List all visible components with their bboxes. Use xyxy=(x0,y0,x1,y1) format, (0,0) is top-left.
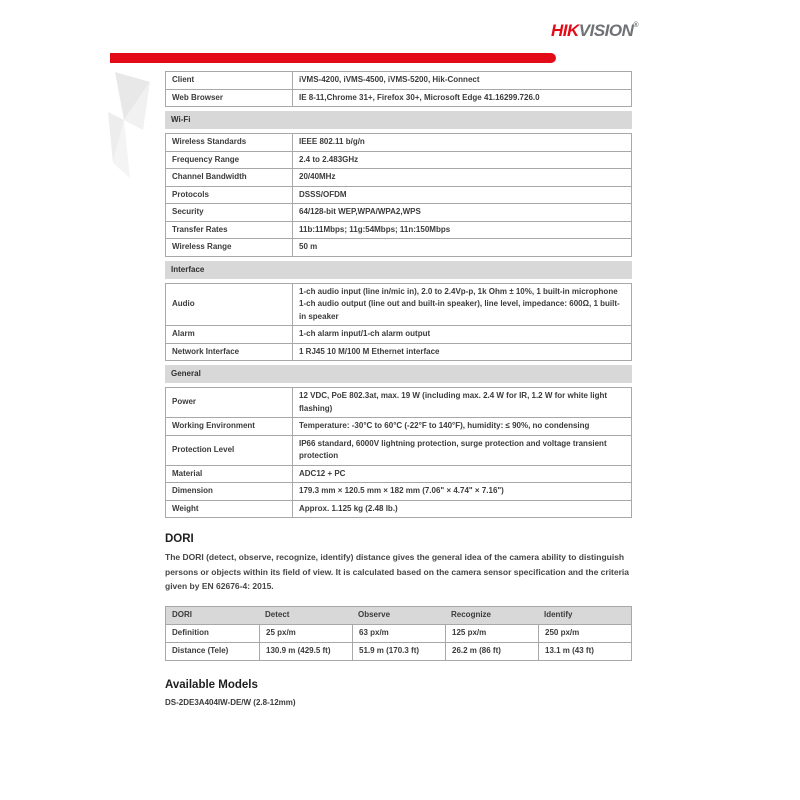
spec-group-client xyxy=(165,71,632,107)
spec-label: Dimension xyxy=(166,483,293,500)
dori-cell: 26.2 m (86 ft) xyxy=(445,643,538,660)
table-row xyxy=(166,284,631,326)
dori-cell: 63 px/m xyxy=(352,625,445,642)
dori-row-label: Distance (Tele) xyxy=(172,646,229,655)
spec-label: Audio xyxy=(166,284,293,326)
dori-cell: 250 px/m xyxy=(538,625,631,642)
spec-value: IP66 standard, 6000V lightning protection, surge protection and voltage transient protection xyxy=(299,438,607,460)
table-row xyxy=(166,134,631,151)
dori-header-cell: DORI xyxy=(172,610,192,619)
spec-label: Transfer Rates xyxy=(166,222,293,239)
table-row xyxy=(166,151,631,169)
table-row xyxy=(166,500,631,518)
table-row xyxy=(166,482,631,500)
spec-value: 50 m xyxy=(299,242,318,251)
model-number: DS-2DE3A404IW-DE/W (2.8-12mm) xyxy=(165,697,296,707)
logo-vision-text: VISION xyxy=(578,21,634,40)
table-row xyxy=(166,435,631,465)
spec-label: Power xyxy=(166,388,293,417)
spec-value: 1 RJ45 10 M/100 M Ethernet interface xyxy=(299,346,440,356)
spec-label: Wireless Standards xyxy=(166,134,293,151)
spec-label: Wireless Range xyxy=(166,239,293,256)
spec-value: 20/40MHz xyxy=(299,172,336,181)
dori-cell: 25 px/m xyxy=(259,625,352,642)
spec-value: 11b:11Mbps; 11g:54Mbps; 11n:150Mbps xyxy=(299,224,451,234)
section-header-general: General xyxy=(165,365,632,383)
spec-value: DSSS/OFDM xyxy=(299,189,347,199)
spec-value: IEEE 802.11 b/g/n xyxy=(299,137,365,146)
spec-label: Client xyxy=(166,72,293,89)
dori-header-row xyxy=(166,607,631,624)
dori-cell: 130.9 m (429.5 ft) xyxy=(259,643,352,660)
spec-label: Network Interface xyxy=(166,344,293,361)
dori-table xyxy=(165,606,632,661)
logo-hik-text: HIK xyxy=(551,21,579,40)
spec-label: Web Browser xyxy=(166,90,293,107)
table-row xyxy=(166,203,631,221)
spec-content xyxy=(165,71,632,707)
table-row xyxy=(166,72,631,89)
section-header-wifi: Wi-Fi xyxy=(165,111,632,129)
table-row xyxy=(166,343,631,361)
spec-value xyxy=(293,284,631,326)
available-models-title: Available Models xyxy=(165,678,258,691)
spec-value: 2.4 to 2.483GHz xyxy=(299,154,359,164)
table-row xyxy=(166,221,631,239)
hikvision-logo xyxy=(551,21,638,41)
table-row xyxy=(166,168,631,186)
table-row xyxy=(166,465,631,483)
dori-definition-row xyxy=(166,624,631,642)
spec-label: Protocols xyxy=(166,187,293,204)
dori-row-label: Definition xyxy=(172,628,209,637)
spec-label: Frequency Range xyxy=(166,152,293,169)
spec-value: 64/128-bit WEP,WPA/WPA2,WPS xyxy=(299,207,421,216)
dori-description: The DORI (detect, observe, recognize, identify) distance gives the general idea of the camera ability to distinguish persons or objects within its field of view. It is calculated based on the camera sensor specification and the criteria given by EN 62676-4: 2015. xyxy=(165,552,630,591)
dori-cell: 13.1 m (43 ft) xyxy=(538,643,631,660)
dori-cell: 51.9 m (170.3 ft) xyxy=(352,643,445,660)
spec-value: ADC12 + PC xyxy=(299,468,346,478)
spec-group-interface xyxy=(165,283,632,362)
table-row xyxy=(166,89,631,107)
dori-header-cell: Recognize xyxy=(451,610,492,619)
dori-header-cell: Identify xyxy=(544,610,573,619)
section-header-interface: Interface xyxy=(165,261,632,279)
dori-header-cell: Detect xyxy=(265,610,290,619)
spec-label: Alarm xyxy=(166,326,293,343)
spec-label: Working Environment xyxy=(166,418,293,435)
audio-input-line: 1-ch audio input (line in/mic in), 2.0 to 2.4Vp-p, 1k Ohm ± 10%, 1 built-in microphone xyxy=(299,286,618,296)
dori-title: DORI xyxy=(165,533,194,545)
table-row xyxy=(166,417,631,435)
audio-output-line: 1-ch audio output (line out and built-in speaker), line level, impedance: 600Ω, 1 built-in speaker xyxy=(299,299,620,321)
spec-group-general xyxy=(165,387,632,518)
spec-value: 1-ch alarm input/1-ch alarm output xyxy=(299,329,431,338)
spec-label: Material xyxy=(166,466,293,483)
registered-mark: ® xyxy=(633,22,639,29)
dori-cell: 125 px/m xyxy=(445,625,538,642)
table-row xyxy=(166,186,631,204)
table-row xyxy=(166,325,631,343)
table-row xyxy=(166,238,631,256)
spec-group-wifi xyxy=(165,133,632,257)
spec-value: IE 8-11,Chrome 31+, Firefox 30+, Microsoft Edge 41.16299.726.0 xyxy=(299,92,540,102)
spec-label: Weight xyxy=(166,501,293,518)
spec-value: Temperature: -30°C to 60°C (-22°F to 140°F), humidity: ≤ 90%, no condensing xyxy=(299,421,590,430)
spec-value: Approx. 1.125 kg (2.48 lb.) xyxy=(299,503,398,513)
dori-distance-row xyxy=(166,642,631,660)
spec-label: Security xyxy=(166,204,293,221)
spec-value: iVMS-4200, iVMS-4500, iVMS-5200, Hik-Connect xyxy=(299,75,480,84)
spec-label: Channel Bandwidth xyxy=(166,169,293,186)
dori-header-cell: Observe xyxy=(358,610,391,619)
spec-value: 179.3 mm × 120.5 mm × 182 mm (7.06" × 4.74" × 7.16") xyxy=(299,486,504,495)
table-row xyxy=(166,388,631,417)
spec-value: 12 VDC, PoE 802.3at, max. 19 W (including max. 2.4 W for IR, 1.2 W for white light flashing) xyxy=(299,391,608,413)
spec-label: Protection Level xyxy=(166,436,293,465)
